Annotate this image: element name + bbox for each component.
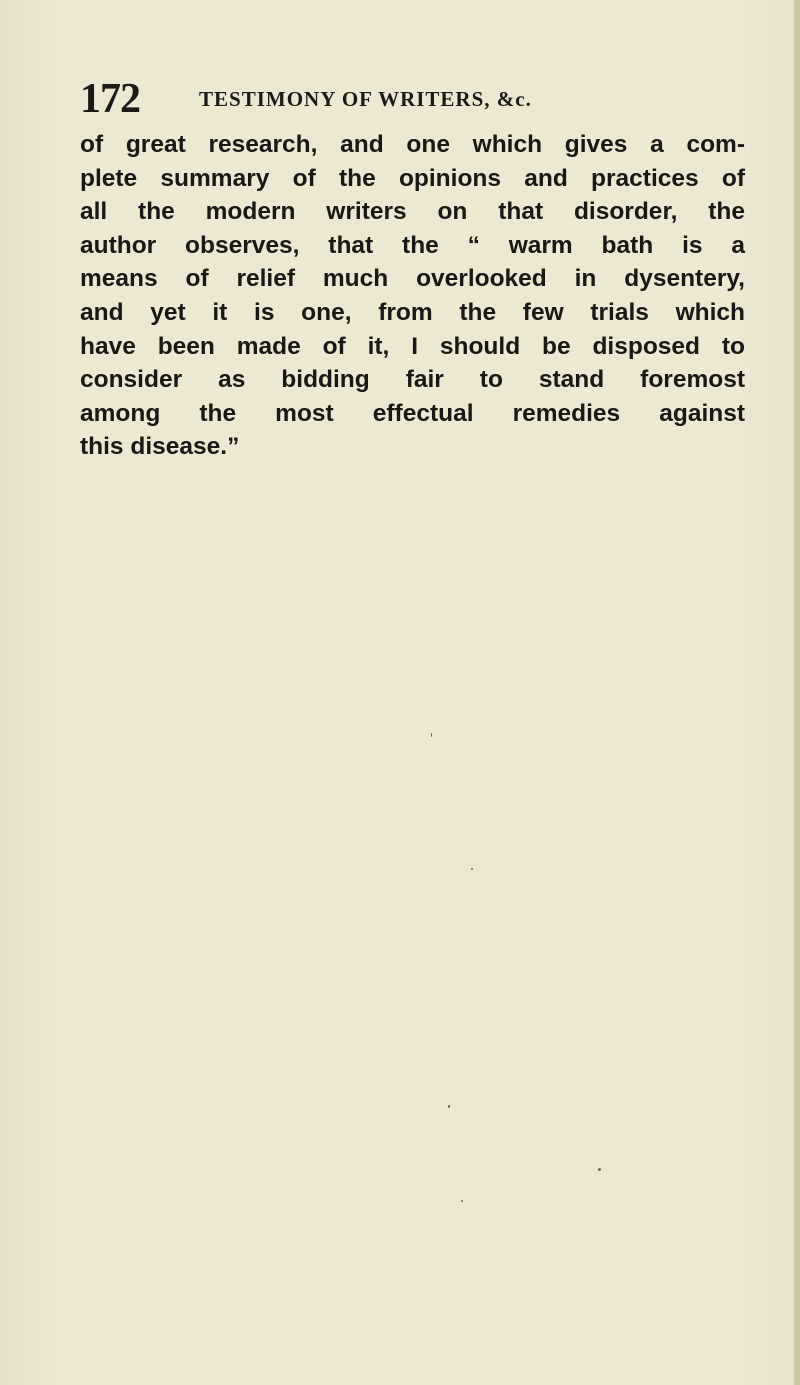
text-line: of great research, and one which gives a com- <box>80 131 745 158</box>
paper-speck <box>461 1200 463 1202</box>
paper-speck <box>598 1168 601 1171</box>
text-line: plete summary of the opinions and practices of <box>80 164 745 192</box>
text-line: consider as bidding fair to stand foremost <box>80 366 745 394</box>
page-edge <box>794 0 800 1385</box>
page-number: 172 <box>80 76 140 122</box>
paper-speck <box>471 868 473 870</box>
text-line: among the most effectual remedies against <box>80 399 745 427</box>
text-line: have been made of it, I should be disposed to <box>80 332 745 360</box>
text-line: all the modern writers on that disorder, the <box>80 198 745 226</box>
text-line: means of relief much overlooked in dysentery, <box>80 265 745 293</box>
paper-speck <box>448 1105 450 1108</box>
body-paragraph <box>80 128 745 464</box>
running-head: TESTIMONY OF WRITERS, &c. <box>199 87 532 111</box>
text-line: this disease.” <box>80 433 240 461</box>
text-line: and yet it is one, from the few trials which <box>80 298 745 326</box>
paper-speck <box>431 733 432 737</box>
text-line: author observes, that the “ warm bath is a <box>80 231 745 259</box>
page-header <box>80 74 720 124</box>
